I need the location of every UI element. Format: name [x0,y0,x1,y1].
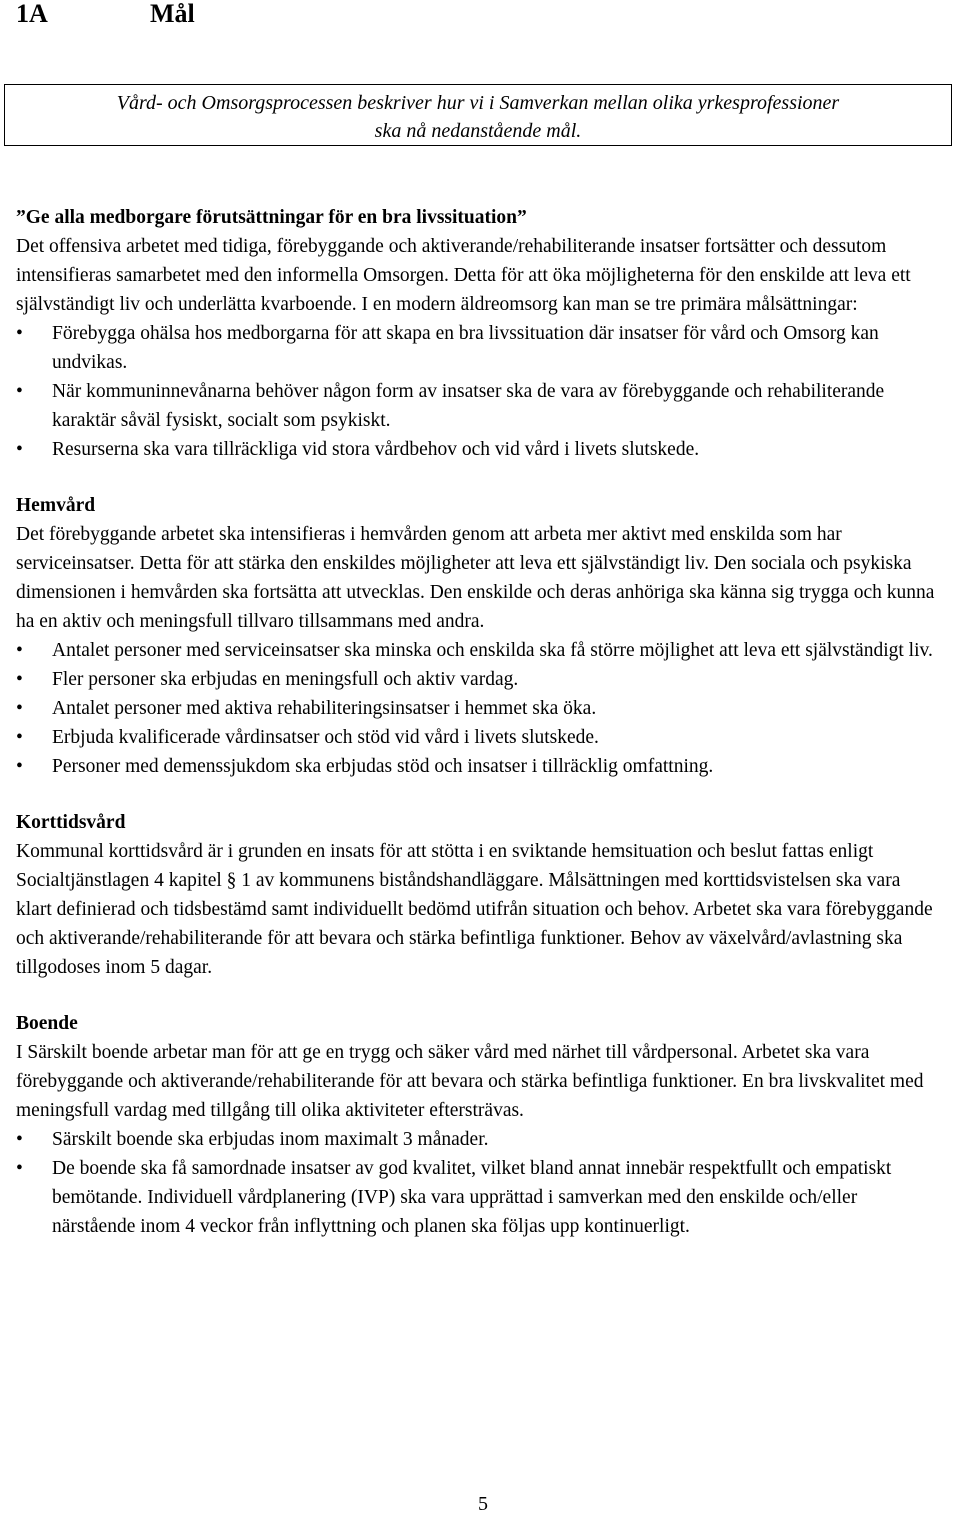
list-item: • Särskilt boende ska erbjudas inom maximalt 3 månader. [16,1125,936,1154]
boende-section [16,1009,936,1241]
hemvard-body: Det förebyggande arbetet ska intensifieras i hemvården genom att arbeta mer aktivt med enskilda som har serviceinsatser. Detta för att stärka den enskildes möjligheter att leva ett självständigt liv. Den sociala och psykiska dimensionen i hemvården ska fortsätta att utvecklas. Den enskilde och deras anhöriga ska känna sig trygga och kunna ha en aktiv och meningsfull tillvaro tillsammans med andra. [16,524,935,632]
list-item: • Fler personer ska erbjudas en meningsfull och aktiv vardag. [16,665,936,694]
korttidsvard-section [16,808,936,982]
vision-title: ”Ge alla medborgare förutsättningar för en bra livssituation” [16,207,527,228]
boende-heading: Boende [16,1013,78,1034]
list-item: • Resurserna ska vara tillräckliga vid stora vårdbehov och vid vård i livets slutskede. [16,435,936,464]
list-item: • Antalet personer med aktiva rehabiliteringsinsatser i hemmet ska öka. [16,694,936,723]
goal-line-2: ska nå nedanstående mål. [374,120,582,142]
hemvard-bullet-list [16,636,936,781]
goal-statement-box [4,84,952,146]
vision-section [16,203,936,464]
bullet-icon: • [16,727,23,748]
bullet-icon: • [16,1158,23,1179]
boende-body: I Särskilt boende arbetar man för att ge en trygg och säker vård med närhet till vårdpersonal. Arbetet ska vara förebyggande och aktiverande/rehabiliterande för att bevara och stärka befintliga funktioner. En bra livskvalitet med meningsfull vardag med tillgång till olika aktiviteter eftersträvas. [16,1042,924,1121]
section-heading [0,0,960,34]
list-item: • Antalet personer med serviceinsatser ska minska och enskilda ska få större möjlighet att leva ett självständigt liv. [16,636,936,665]
goal-line-1: Vård- och Omsorgsprocessen beskriver hur vi i Samverkan mellan olika yrkesprofessioner [116,92,840,114]
boende-bullet-list [16,1125,936,1241]
vision-body: Det offensiva arbetet med tidiga, förebyggande och aktiverande/rehabiliterande insatser fortsätter och dessutom intensifieras samarbetet med den informella Omsorgen. Detta för att öka möjligheterna för den enskilde att leva ett självständigt liv och underlätta kvarboende. I en modern äldreomsorg kan man se tre primära målsättningar: [16,236,911,315]
section-number: 1A [16,0,48,28]
section-title: Mål [150,0,195,28]
document-body [16,203,936,1241]
hemvard-heading: Hemvård [16,495,96,516]
korttidsvard-heading: Korttidsvård [16,812,126,833]
bullet-icon: • [16,439,23,460]
page-number: 5 [478,1493,488,1515]
list-item: • De boende ska få samordnade insatser av god kvalitet, vilket bland annat innebär respektfullt och empatiskt bemötande. Individuell vårdplanering (IVP) ska vara upprättad i samverkan med den enskilde och/eller närstående inom 4 veckor från inflyttning och planen ska följas upp kontinuerligt. [16,1154,936,1241]
bullet-icon: • [16,756,23,777]
list-item: • Erbjuda kvalificerade vårdinsatser och stöd vid vård i livets slutskede. [16,723,936,752]
bullet-icon: • [16,323,23,344]
bullet-icon: • [16,381,23,402]
list-item: • När kommuninnevånarna behöver någon form av insatser ska de vara av förebyggande och rehabiliterande karaktär såväl fysiskt, socialt som psykiskt. [16,377,936,435]
bullet-icon: • [16,698,23,719]
list-item: • Förebygga ohälsa hos medborgarna för att skapa en bra livssituation där insatser för vård och Omsorg kan undvikas. [16,319,936,377]
list-item: • Personer med demenssjukdom ska erbjudas stöd och insatser i tillräcklig omfattning. [16,752,936,781]
vision-bullet-list [16,319,936,464]
korttidsvard-body: Kommunal korttidsvård är i grunden en insats för att stötta i en sviktande hemsituation och beslut fattas enligt Socialtjänstlagen 4 kapitel § 1 av kommunens biståndshandläggare. Målsättningen med korttidsvistelsen ska vara klart definierad och tidsbestämd samt individuellt bedömd utifrån situation och behov. Arbetet ska vara förebyggande och aktiverande/rehabiliterande för att bevara och stärka befintliga funktioner. Behov av växelvård/avlastning ska tillgodoses inom 5 dagar. [16,841,933,978]
bullet-icon: • [16,669,23,690]
bullet-icon: • [16,1129,23,1150]
bullet-icon: • [16,640,23,661]
hemvard-section [16,491,936,781]
